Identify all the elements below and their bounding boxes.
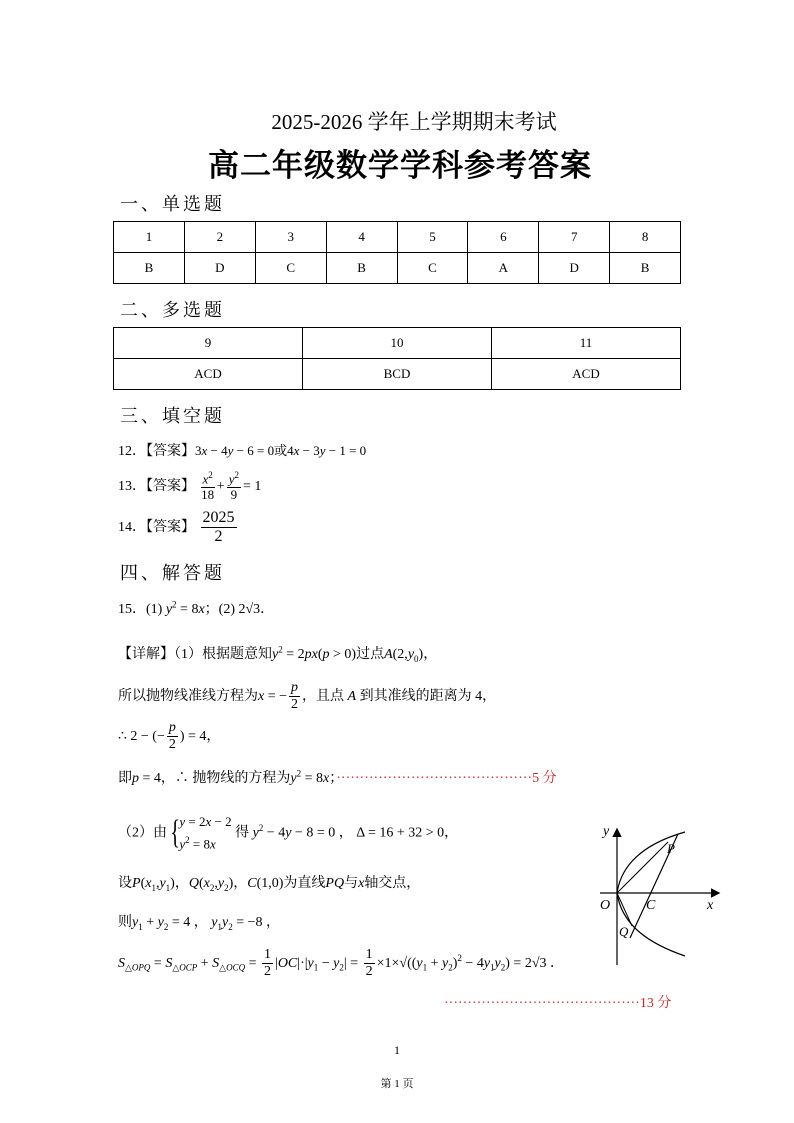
answer-cell: B — [610, 253, 681, 284]
answer-cell: A — [468, 253, 539, 284]
q15-detail-7: 则$y_1 + y_2 = 4$ ， $y_1y_2 = -8$ ， — [118, 915, 280, 932]
q15-detail-2: 所以抛物线准线方程为x = − $\frac{p}{2}$ ，且点 A 到其准线的距离为 4， — [118, 680, 497, 713]
text: ，且点 — [302, 688, 345, 704]
document-title: 高二年级数学学科参考答案 — [208, 148, 592, 184]
fraction-denominator: 2 — [214, 528, 223, 546]
label-p: P — [667, 841, 675, 856]
text: 轴交点， — [364, 876, 421, 891]
text: 所以抛物线准线方程为 — [118, 688, 258, 704]
table-row — [114, 328, 681, 359]
single-choice-table — [113, 221, 681, 284]
question-number: 13． — [118, 478, 146, 494]
answer-label: 【答案】 — [146, 520, 195, 536]
label-o: O — [600, 898, 611, 913]
table-row — [114, 359, 681, 390]
answer-cell: D — [184, 253, 255, 284]
text: 设 — [118, 876, 132, 891]
answer-13: 13．【答案】 $\frac{x^2}{18}$ + $\frac{y^2}{9}$ = 1 — [118, 470, 262, 503]
question-number: 11 — [492, 328, 681, 359]
question-number: 5 — [397, 222, 468, 253]
question-number: 2 — [184, 222, 255, 253]
score-marker: 5 分 — [532, 771, 557, 786]
fraction-numerator: 2025 — [201, 509, 237, 528]
answer-label: 【答案】 — [146, 478, 195, 494]
section-solutions: 四、解答题 — [120, 563, 225, 584]
q15-detail-3: ∴ 2 − (− $\frac{p}{2}$ ) = 4， — [118, 720, 221, 753]
question-number: 15． — [118, 602, 146, 617]
answer-cell: C — [397, 253, 468, 284]
q15-detail-6: 设$P(x_1,y_1)$，$Q(x_2,y_2)$，C(1,0)为直线PQ与x轴交点， — [118, 876, 421, 893]
score-marker: 13 分 — [639, 996, 672, 1011]
question-number: 4 — [326, 222, 397, 253]
q15-detail-4: 即p = 4，∴ 抛物线的方程为$y^2 = 8x$；··········································5 分 — [118, 768, 557, 786]
section-fill-blank: 三、填空题 — [120, 406, 225, 427]
page-number: 1 — [394, 1043, 400, 1057]
question-number: 8 — [610, 222, 681, 253]
answer-cell: B — [326, 253, 397, 284]
q15-summary: 15．(1) $y^2 = 8x$；(2) 2√3． — [118, 599, 275, 617]
section-single-choice: 一、单选题 — [120, 194, 225, 215]
question-number: 7 — [539, 222, 610, 253]
text: 与 — [344, 876, 359, 891]
parabola-figure — [590, 820, 730, 970]
answer-cell: B — [114, 253, 185, 284]
question-number: 9 — [114, 328, 303, 359]
table-row — [114, 222, 681, 253]
text: 即 — [118, 771, 132, 786]
q15-detail-1: 【详解】（1）根据题意知$y^2 = 2px(p > 0)$过点$A(2,y_0)$， — [118, 644, 438, 664]
answer-12: 12．【答案】3x − 4y − 6 = 0或4x − 3y − 1 = 0 — [118, 443, 367, 459]
q15-detail-5: （2）由{y = 2x − 2 $y^2 = 8x$ 得 $y^2 - 4y - 8 = 0$ ， Δ = 16 + 32 > 0， — [118, 814, 459, 852]
label-y: y — [603, 824, 610, 839]
text: 过点 — [356, 647, 385, 662]
segment-oq — [617, 893, 632, 926]
question-number: 1 — [114, 222, 185, 253]
table-row — [114, 253, 681, 284]
page-footer: 第 1 页 — [380, 1078, 414, 1090]
segment-op — [617, 842, 668, 893]
answer-cell: BCD — [303, 359, 492, 390]
section-multi-choice: 二、多选题 — [120, 300, 225, 321]
question-number: 3 — [255, 222, 326, 253]
exam-name: 2025-2026 学年上学期期末考试 — [271, 110, 557, 134]
text: （2）由 — [118, 825, 167, 841]
text: ，∴ 抛物线的方程为 — [160, 771, 291, 786]
label-x: x — [707, 898, 714, 913]
q15-detail-8: $S_{\triangle OPQ} = S_{\triangle OCP} + S_{\triangle OCQ}$ = $\frac{1}{2}$ $|OC|\cdot|y_1 - y_2|$ = $\frac{1}{2}$ $\times 1\times√((y_1 + y_2)^2 - 4y_1y_2) = 2√3$ ． — [118, 947, 565, 980]
answer-cell: ACD — [492, 359, 681, 390]
answer-cell: C — [255, 253, 326, 284]
label-c: C — [646, 898, 656, 913]
question-number: 6 — [468, 222, 539, 253]
question-number: 10 — [303, 328, 492, 359]
q15-score-line: ··········································13 分 — [444, 996, 672, 1011]
text: （1）根据题意知 — [174, 647, 272, 662]
text: 得 — [235, 825, 250, 841]
answer-cell: ACD — [114, 359, 303, 390]
detail-label: 【详解】 — [118, 647, 174, 662]
label-q: Q — [619, 924, 629, 939]
question-number: 14． — [118, 520, 146, 536]
answer-label: 【答案】 — [146, 444, 195, 459]
question-number: 12． — [118, 444, 146, 459]
answer-cell: D — [539, 253, 610, 284]
text: 则 — [118, 915, 132, 930]
multi-choice-table — [113, 327, 681, 390]
answer-14 — [118, 509, 239, 547]
text: 为直线 — [283, 876, 326, 891]
text: 到其准线的距离为 4， — [359, 688, 497, 704]
